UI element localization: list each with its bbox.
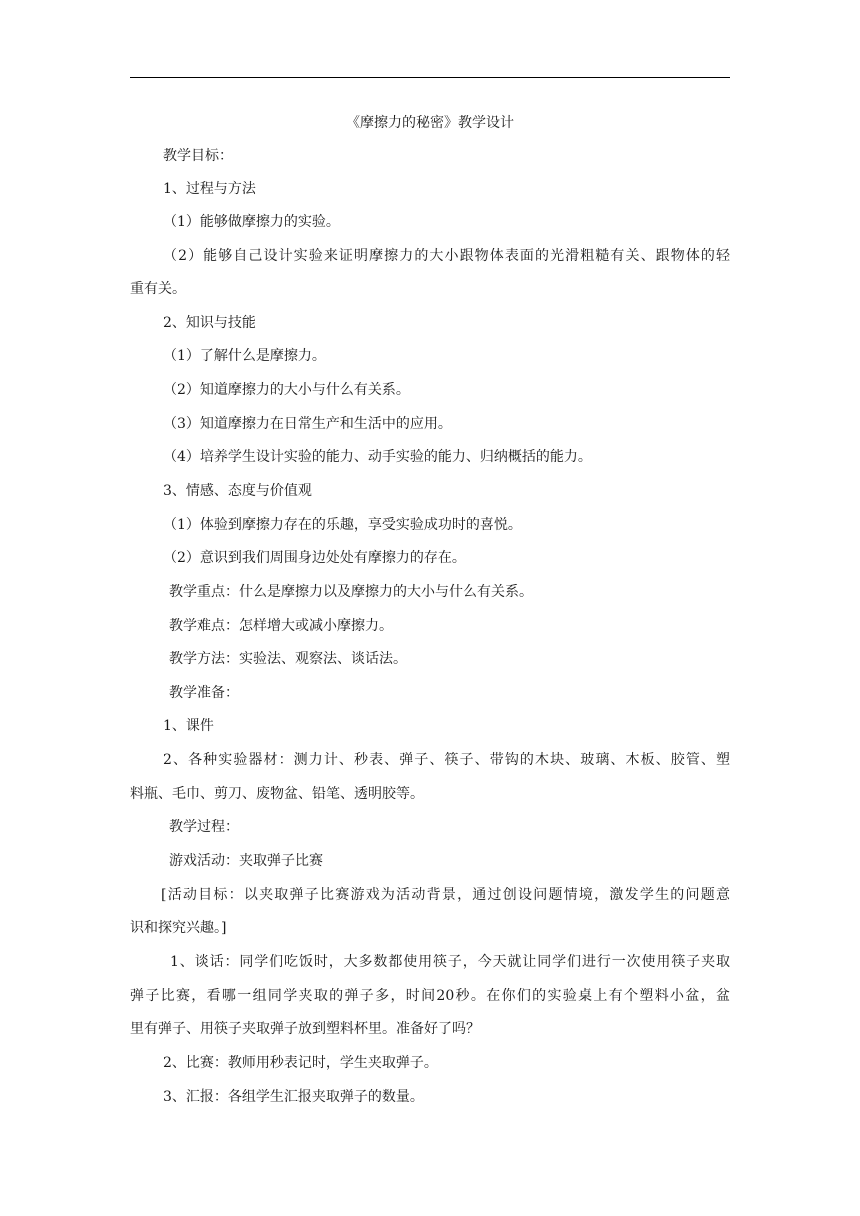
text-line: 1、谈话：同学们吃饭时，大多数都使用筷子，今天就让同学们进行一次使用筷子夹取 bbox=[170, 954, 730, 970]
text-line: （3）知道摩擦力在日常生产和生活中的应用。 bbox=[163, 416, 452, 432]
text-line: （1）体验到摩擦力存在的乐趣，享受实验成功时的喜悦。 bbox=[163, 517, 522, 533]
text-line: 弹子比赛，看哪一组同学夹取的弹子多，时间20秒。在你们的实验桌上有个塑料小盆，盆 bbox=[130, 988, 730, 1004]
text-line: 3、情感、态度与价值观 bbox=[163, 483, 312, 499]
text-line: 重有关。 bbox=[130, 281, 186, 297]
text-line: （2）能够自己设计实验来证明摩擦力的大小跟物体表面的光滑粗糙有关、跟物体的轻 bbox=[163, 248, 730, 264]
text-line: 2、各种实验器材：测力计、秒表、弹子、筷子、带钩的木块、玻璃、木板、胶管、塑 bbox=[163, 752, 730, 768]
text-line: 教学难点：怎样增大或减小摩擦力。 bbox=[169, 618, 393, 634]
text-line: （1）能够做摩擦力的实验。 bbox=[163, 214, 340, 230]
text-line: 3、汇报：各组学生汇报夹取弹子的数量。 bbox=[163, 1089, 424, 1105]
header-rule bbox=[130, 77, 730, 78]
text-line: [活动目标：以夹取弹子比赛游戏为活动背景，通过创设问题情境，激发学生的问题意 bbox=[161, 887, 730, 903]
text-line: （1）了解什么是摩擦力。 bbox=[163, 348, 326, 364]
text-line: （4）培养学生设计实验的能力、动手实验的能力、归纳概括的能力。 bbox=[163, 449, 592, 465]
text-line: （2）知道摩擦力的大小与什么有关系。 bbox=[163, 382, 410, 398]
text-line: 2、知识与技能 bbox=[163, 315, 256, 331]
text-line: 教学目标： bbox=[163, 148, 233, 164]
text-line: 1、课件 bbox=[163, 718, 214, 734]
text-line: 教学方法：实验法、观察法、谈话法。 bbox=[169, 651, 407, 667]
text-line: 游戏活动：夹取弹子比赛 bbox=[169, 853, 323, 869]
text-line: （2）意识到我们周围身边处处有摩擦力的存在。 bbox=[163, 550, 466, 566]
text-line: 教学准备： bbox=[169, 685, 239, 701]
text-line: 里有弹子、用筷子夹取弹子放到塑料杯里。准备好了吗？ bbox=[130, 1021, 480, 1037]
text-line: 1、过程与方法 bbox=[163, 181, 256, 197]
text-line: 料瓶、毛巾、剪刀、废物盆、铅笔、透明胶等。 bbox=[130, 786, 424, 802]
text-line: 2、比赛：教师用秒表记时，学生夹取弹子。 bbox=[163, 1055, 438, 1071]
text-line: 教学重点：什么是摩擦力以及摩擦力的大小与什么有关系。 bbox=[169, 584, 533, 600]
document-title: 《摩擦力的秘密》教学设计 bbox=[346, 115, 514, 131]
text-line: 识和探究兴趣。] bbox=[130, 920, 227, 936]
text-line: 教学过程： bbox=[169, 819, 239, 835]
